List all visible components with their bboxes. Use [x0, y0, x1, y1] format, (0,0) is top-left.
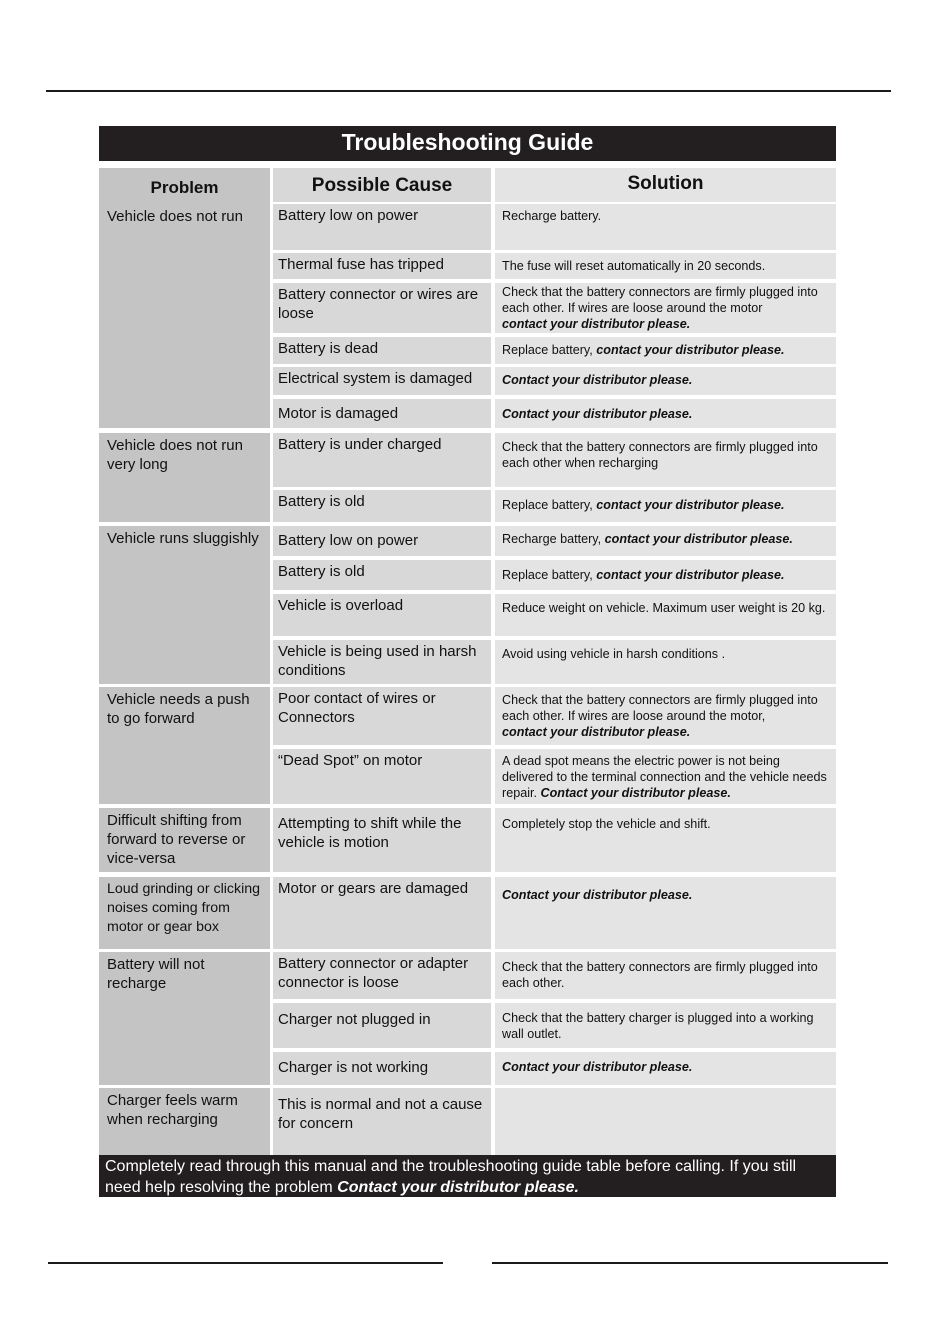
solution-text: Replace battery,: [502, 568, 597, 582]
solution-text: Check that the battery connectors are firmly plugged into each other.: [502, 960, 818, 990]
solution-cell: [495, 526, 836, 556]
problem-cell: Vehicle runs sluggishly: [99, 526, 270, 684]
cause-cell: Attempting to shift while the vehicle is motion: [273, 808, 491, 872]
solution-cell: [495, 640, 836, 684]
problem-cell: Loud grinding or clicking noises coming from motor or gear box: [99, 877, 270, 949]
cause-cell: This is normal and not a cause for concern: [273, 1088, 491, 1155]
cause-cell: Motor or gears are damaged: [273, 877, 491, 949]
cause-cell: Battery low on power: [273, 204, 491, 250]
problem-cell: Difficult shifting from forward to reverse or vice-versa: [99, 808, 270, 872]
solution-emphasis: Contact your distributor please.: [502, 407, 693, 421]
cause-cell: Motor is damaged: [273, 399, 491, 428]
top-rule: [46, 90, 891, 92]
solution-text: Reduce weight on vehicle. Maximum user weight is 20 kg.: [502, 601, 826, 615]
problem-cell: Vehicle needs a push to go forward: [99, 687, 270, 804]
solution-cell: [495, 399, 836, 428]
solution-cell: [495, 877, 836, 949]
cause-cell: Battery is dead: [273, 337, 491, 364]
solution-text: A dead spot means the electric power is not being delivered to the terminal connection and the vehicle needs repair.: [502, 754, 827, 800]
solution-cell: [495, 952, 836, 999]
solution-emphasis: contact your distributor please.: [596, 568, 785, 582]
footer-note: [99, 1155, 836, 1197]
header-possible-cause: Possible Cause: [273, 168, 491, 202]
solution-text: Check that the battery connectors are firmly plugged into each other. If wires are loose around the motor: [502, 285, 818, 315]
solution-cell: [495, 1003, 836, 1048]
solution-text: The fuse will reset automatically in 20 seconds.: [502, 259, 766, 273]
cause-cell: Battery is old: [273, 560, 491, 590]
solution-emphasis: contact your distributor please.: [596, 498, 785, 512]
solution-cell: [495, 367, 836, 395]
header-problem: Problem: [99, 168, 270, 204]
solution-cell: [495, 337, 836, 364]
solution-cell: [495, 687, 836, 745]
solution-emphasis: Contact your distributor please.: [502, 1060, 693, 1074]
solution-cell: [495, 1052, 836, 1085]
solution-cell: [495, 808, 836, 872]
solution-emphasis: contact your distributor please.: [502, 725, 691, 739]
cause-cell: Vehicle is overload: [273, 594, 491, 636]
cause-cell: Electrical system is damaged: [273, 367, 491, 395]
problem-cell: Charger feels warm when recharging: [99, 1088, 270, 1155]
bottom-rule-right: [492, 1262, 888, 1264]
header-solution: Solution: [495, 168, 836, 202]
solution-emphasis: Contact your distributor please.: [502, 888, 693, 902]
page-title: Troubleshooting Guide: [99, 126, 836, 161]
solution-text: Completely stop the vehicle and shift.: [502, 817, 711, 831]
cause-cell: Battery is old: [273, 490, 491, 522]
solution-cell: [495, 433, 836, 487]
cause-cell: Charger is not working: [273, 1052, 491, 1085]
cause-cell: Poor contact of wires or Connectors: [273, 687, 491, 745]
solution-cell: [495, 594, 836, 636]
solution-cell: [495, 283, 836, 333]
solution-emphasis: contact your distributor please.: [502, 317, 691, 331]
cause-cell: Vehicle is being used in harsh conditions: [273, 640, 491, 684]
solution-emphasis: Contact your distributor please.: [540, 786, 731, 800]
cause-cell: Thermal fuse has tripped: [273, 253, 491, 279]
solution-text: Check that the battery connectors are firmly plugged into each other. If wires are loose around the motor,: [502, 693, 818, 723]
footer-emphasis: Contact your distributor please.: [337, 1179, 579, 1196]
solution-text: Avoid using vehicle in harsh conditions .: [502, 647, 726, 661]
solution-text: Check that the battery charger is plugged into a working wall outlet.: [502, 1011, 814, 1041]
solution-text: Recharge battery.: [502, 209, 602, 223]
solution-cell: [495, 749, 836, 804]
solution-cell: [495, 490, 836, 522]
problem-cell: Battery will not recharge: [99, 952, 270, 1085]
solution-text: Recharge battery,: [502, 532, 605, 546]
cause-cell: Battery connector or adapter connector is loose: [273, 952, 491, 999]
footer-text: Completely read through this manual and the troubleshooting guide table before calling. If you still need help resolving the problem: [105, 1158, 797, 1196]
cause-cell: Battery low on power: [273, 526, 491, 556]
solution-emphasis: Contact your distributor please.: [502, 373, 693, 387]
cause-cell: Charger not plugged in: [273, 1003, 491, 1048]
solution-emphasis: contact your distributor please.: [604, 532, 793, 546]
cause-cell: Battery is under charged: [273, 433, 491, 487]
cause-cell: “Dead Spot” on motor: [273, 749, 491, 804]
solution-text: Check that the battery connectors are firmly plugged into each other when recharging: [502, 440, 818, 470]
solution-cell: [495, 204, 836, 250]
solution-text: Replace battery,: [502, 343, 597, 357]
solution-cell: [495, 560, 836, 590]
bottom-rule-left: [48, 1262, 443, 1264]
problem-cell: Vehicle does not run: [99, 204, 270, 428]
cause-cell: Battery connector or wires are loose: [273, 283, 491, 333]
problem-cell: Vehicle does not run very long: [99, 433, 270, 522]
solution-cell: [495, 1088, 836, 1155]
solution-emphasis: contact your distributor please.: [596, 343, 785, 357]
solution-text: Replace battery,: [502, 498, 597, 512]
solution-cell: [495, 253, 836, 279]
